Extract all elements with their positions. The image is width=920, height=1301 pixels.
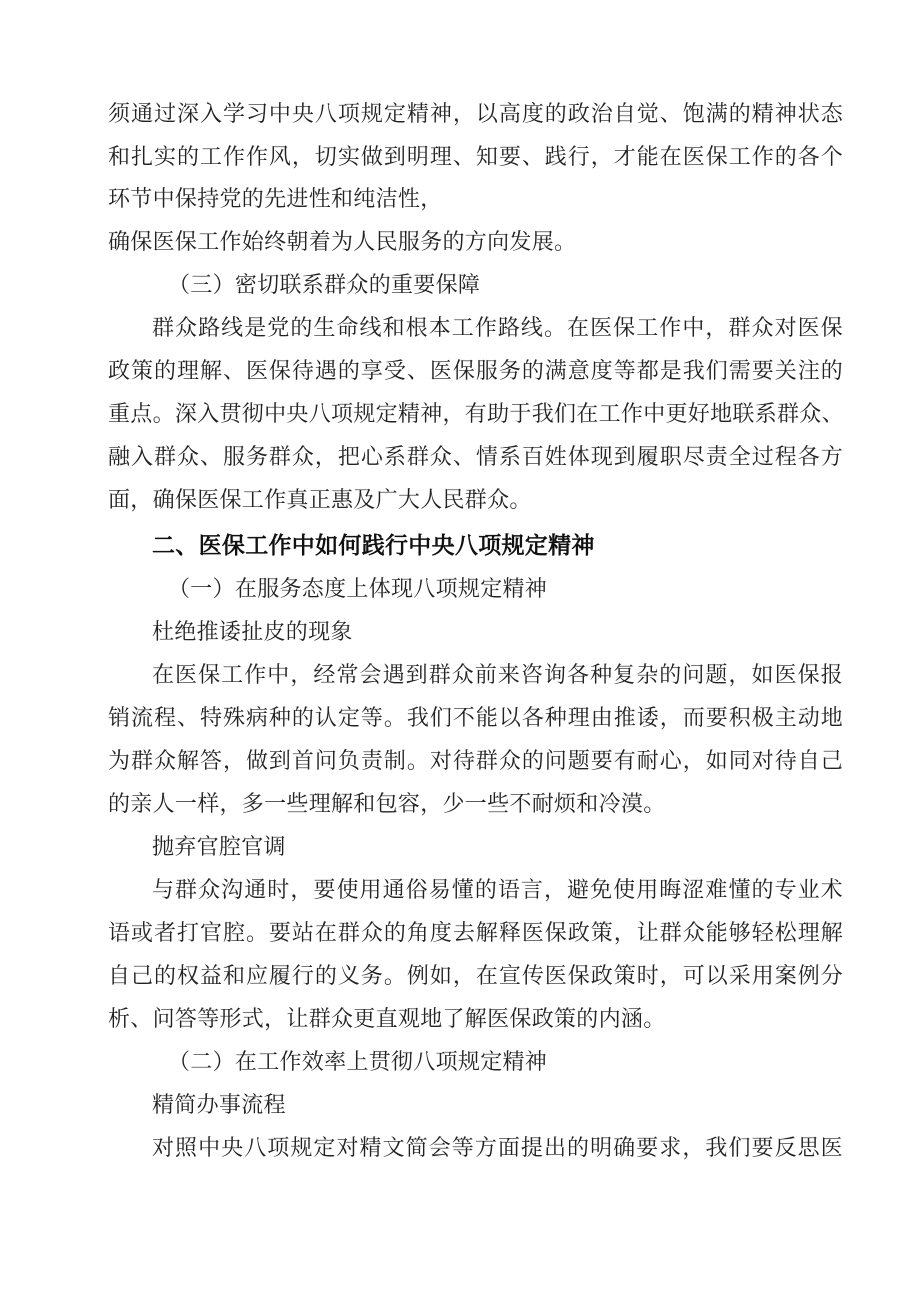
paragraph-line: 和扎实的工作作风，切实做到明理、知要、践行，才能在医保工作的各个 <box>108 145 843 170</box>
paragraph-line: 在医保工作中，经常会遇到群众前来咨询各种复杂的问题，如医保报 <box>152 663 843 688</box>
paragraph-line: 确保医保工作始终朝着为人民服务的方向发展。 <box>108 230 577 255</box>
section-subheading: （二）在工作效率上贯彻八项规定精神 <box>168 1050 548 1075</box>
paragraph-line: 融入群众、服务群众，把心系群众、情系百姓体现到履职尽责全过程各方 <box>108 445 843 470</box>
paragraph-line: 群众路线是党的生命线和根本工作路线。在医保工作中，群众对医保 <box>152 316 843 341</box>
paragraph-line: 重点。深入贯彻中央八项规定精神，有助于我们在工作中更好地联系群众、 <box>108 402 844 427</box>
topic-heading: 精简办事流程 <box>152 1093 286 1118</box>
topic-heading: 抛弃官腔官调 <box>152 835 286 860</box>
paragraph-line: 的亲人一样，多一些理解和包容，少一些不耐烦和冷漠。 <box>108 792 666 817</box>
topic-heading: 杜绝推诿扯皮的现象 <box>152 620 353 645</box>
paragraph-line: 面，确保医保工作真正惠及广大人民群众。 <box>108 488 532 513</box>
paragraph-line: 析、问答等形式，让群众更直观地了解医保政策的内涵。 <box>108 1007 666 1032</box>
paragraph-line: 自己的权益和应履行的义务。例如，在宣传医保政策时，可以采用案例分 <box>108 964 843 989</box>
paragraph-line: 为群众解答，做到首问负责制。对待群众的问题要有耐心，如同对待自己 <box>108 749 843 774</box>
paragraph-line: 政策的理解、医保待遇的享受、医保服务的满意度等都是我们需要关注的 <box>108 359 843 384</box>
paragraph-line: 对照中央八项规定对精文简会等方面提出的明确要求，我们要反思医 <box>152 1136 843 1161</box>
paragraph-line: 与群众沟通时，要使用通俗易懂的语言，避免使用晦涩难懂的专业术 <box>152 878 843 903</box>
paragraph-line: 销流程、特殊病种的认定等。我们不能以各种理由推诿，而要积极主动地 <box>108 706 843 731</box>
section-heading: 二、医保工作中如何践行中央八项规定精神 <box>152 533 595 559</box>
paragraph-line: 语或者打官腔。要站在群众的角度去解释医保政策，让群众能够轻松理解 <box>108 921 843 946</box>
paragraph-line: 须通过深入学习中央八项规定精神，以高度的政治自觉、饱满的精神状态 <box>108 102 843 127</box>
paragraph-line: 环节中保持党的先进性和纯洁性， <box>108 187 443 212</box>
section-subheading: （三）密切联系群众的重要保障 <box>168 273 481 298</box>
section-subheading: （一）在服务态度上体现八项规定精神 <box>168 577 548 602</box>
